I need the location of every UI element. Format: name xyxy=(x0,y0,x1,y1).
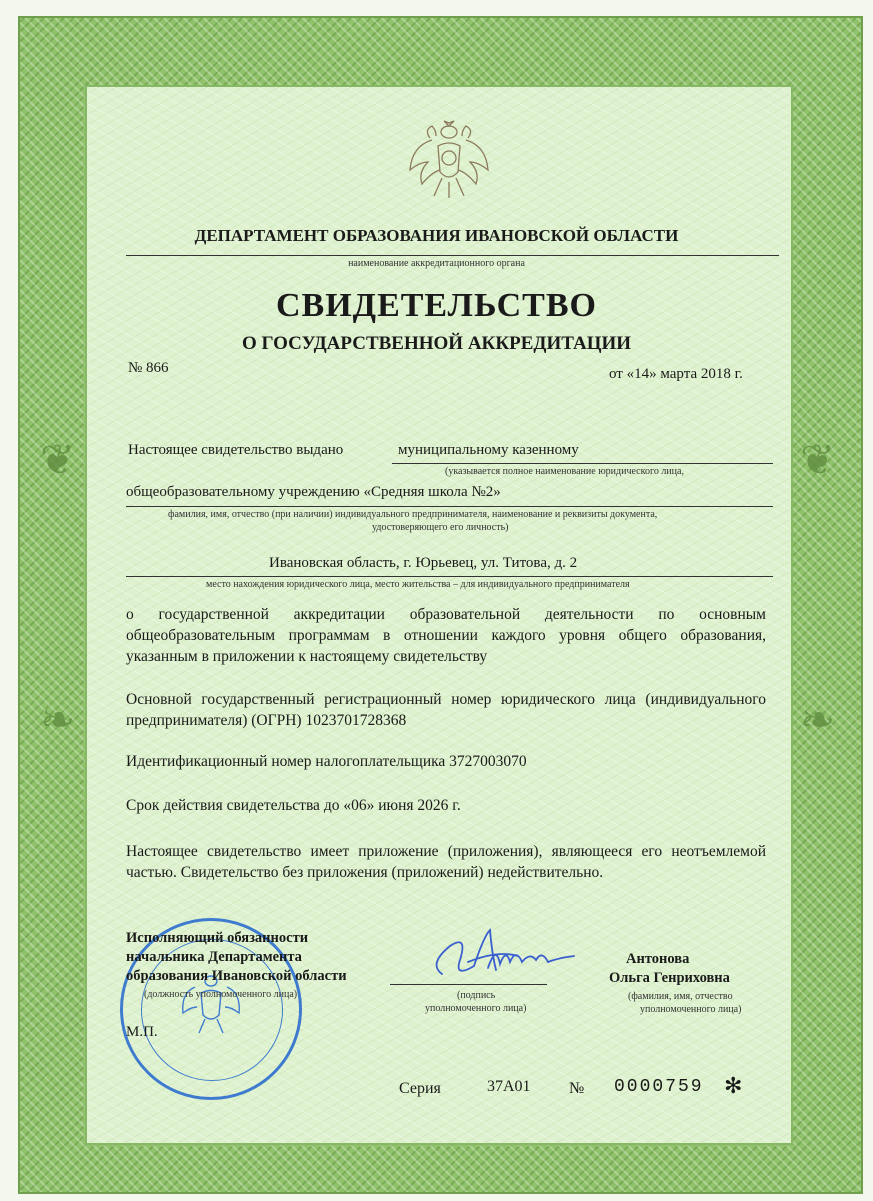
issued-label: Настоящее свидетельство выдано xyxy=(128,442,344,458)
right-ornament-icon: ❧ xyxy=(800,698,836,744)
star-mark: ✻ xyxy=(724,1073,743,1098)
issued-underline-2 xyxy=(126,506,773,507)
issued-caption-2b: удостоверяющего его личность) xyxy=(372,522,509,533)
signer-surname: Антонова xyxy=(626,951,690,967)
authority-underline xyxy=(126,255,779,256)
address: Ивановская область, г. Юрьевец, ул. Титова, д. 2 xyxy=(269,555,578,571)
certificate-number: № 866 xyxy=(128,360,169,376)
issue-date: от «14» марта 2018 г. xyxy=(609,366,743,382)
accreditation-paragraph: о государственной аккредитации образовательной деятельности по основным общеобразовательным программам в отношении каждого уровня общего образования, указанным в приложении к настоящему свидетельству xyxy=(126,606,766,665)
ogrn-paragraph: Основной государственный регистрационный номер юридического лица (индивидуального предпринимателя) (ОГРН) 1023701728368 xyxy=(126,691,766,729)
signature-underline xyxy=(390,984,547,985)
series-label: Серия xyxy=(399,1080,441,1097)
signer-position-line1: Исполняющий обязанности xyxy=(126,930,309,946)
appendix-paragraph: Настоящее свидетельство имеет приложение (приложения), являющееся его неотъемлемой частью. Свидетельство без приложения (приложений) недействительно. xyxy=(126,843,766,881)
handwritten-signature xyxy=(428,924,588,986)
left-ornament-icon: ❧ xyxy=(40,698,76,744)
signature-caption-2: уполномоченного лица) xyxy=(425,1003,527,1014)
signer-position-line2: начальника Департамента xyxy=(126,949,302,965)
issued-caption-2a: фамилия, имя, отчество (при наличии) индивидуального предпринимателя, наименование и реквизиты документа, xyxy=(168,509,658,520)
address-caption: место нахождения юридического лица, место жительства – для индивидуального предпринимателя xyxy=(206,579,630,590)
inn-paragraph: Идентификационный номер налогоплательщика 3727003070 xyxy=(126,753,527,770)
signer-name: Ольга Генриховна xyxy=(609,970,730,986)
left-ornament-icon: ❦ xyxy=(40,438,76,484)
signer-name-caption-1: (фамилия, имя, отчество xyxy=(628,991,733,1002)
issued-caption-1: (указывается полное наименование юридического лица, xyxy=(445,466,684,477)
series-value: 37А01 xyxy=(487,1078,531,1095)
signer-position-line3: образования Ивановской области xyxy=(126,968,347,984)
authority-caption: наименование аккредитационного органа xyxy=(348,258,525,269)
blank-number-label: № xyxy=(569,1080,585,1097)
issued-underline-1 xyxy=(392,463,773,464)
document-subtitle: О ГОСУДАРСТВЕННОЙ АККРЕДИТАЦИИ xyxy=(241,333,632,354)
validity-paragraph: Срок действия свидетельства до «06» июня 2026 г. xyxy=(126,797,461,814)
signer-name-caption-2: уполномоченного лица) xyxy=(640,1004,742,1015)
address-underline xyxy=(126,576,773,577)
signature-caption-1: (подпись xyxy=(457,990,496,1001)
blank-number-value: 0000759 xyxy=(614,1077,704,1097)
issued-value-line1: муниципальному казенному xyxy=(398,442,579,458)
authority-name: ДЕПАРТАМЕНТ ОБРАЗОВАНИЯ ИВАНОВСКОЙ ОБЛАСТИ xyxy=(194,226,679,245)
document-title: СВИДЕТЕЛЬСТВО xyxy=(276,287,597,324)
double-headed-eagle-icon xyxy=(408,118,490,204)
right-ornament-icon: ❦ xyxy=(800,438,836,484)
issued-value-line2: общеобразовательному учреждению «Средняя школа №2» xyxy=(126,484,501,500)
signer-position-caption: (должность уполномоченного лица) xyxy=(144,989,298,1000)
stamp-mark: М.П. xyxy=(126,1024,158,1040)
